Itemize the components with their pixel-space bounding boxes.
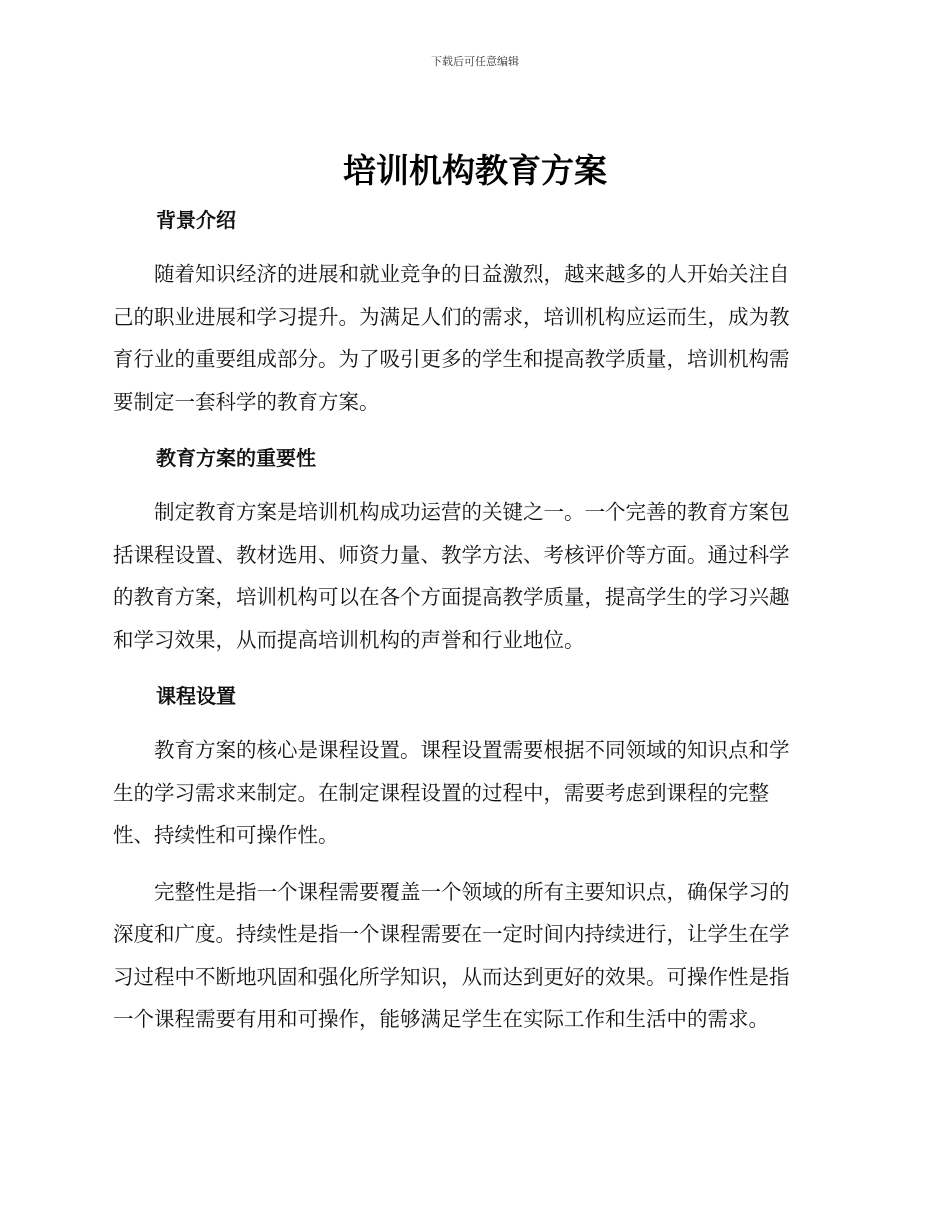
text-line: 制定教育方案是培训机构成功运营的关键之一。一个完善的教育方案包: [113, 500, 790, 524]
text-line: 一个课程需要有用和可操作，能够满足学生在实际工作和生活中的需求。: [113, 1007, 769, 1031]
text-line: 习过程中不断地巩固和强化所学知识，从而达到更好的效果。可操作性是指: [113, 964, 790, 989]
text-line: 随着知识经济的进展和就业竞争的日益激烈，越来越多的人开始关注自: [113, 262, 790, 286]
paragraph-curriculum-detail: [113, 871, 833, 1041]
text-line: 性、持续性和可操作性。: [113, 823, 339, 847]
document-body: [113, 199, 833, 1041]
text-line: 育行业的重要组成部分。为了吸引更多的学生和提高教学质量，培训机构需: [113, 347, 790, 371]
text-line: 的教育方案，培训机构可以在各个方面提高教学质量，提高学生的学习兴趣: [113, 585, 790, 609]
page-header-note: 下载后可任意编辑: [431, 55, 519, 68]
text-line: 完整性是指一个课程需要覆盖一个领域的所有主要知识点，确保学习的: [113, 879, 790, 904]
text-line: 括课程设置、教材选用、师资力量、教学方法、考核评价等方面。通过科学: [113, 542, 790, 567]
paragraph-curriculum-core: [113, 729, 833, 857]
text-line: 教育方案的核心是课程设置。课程设置需要根据不同领域的知识点和学: [113, 738, 790, 762]
section-heading-background: 背景介绍: [156, 208, 236, 232]
text-line: 己的职业进展和学习提升。为满足人们的需求，培训机构应运而生，成为教: [113, 304, 790, 329]
section-heading-importance: 教育方案的重要性: [156, 446, 316, 470]
text-line: 深度和广度。持续性是指一个课程需要在一定时间内持续进行，让学生在学: [113, 922, 790, 946]
document-title: 培训机构教育方案: [343, 151, 607, 190]
text-line: 和学习效果，从而提高培训机构的声誉和行业地位。: [113, 627, 585, 652]
text-line: 生的学习需求来制定。在制定课程设置的过程中，需要考虑到课程的完整: [113, 780, 769, 805]
paragraph-background: [113, 253, 833, 423]
paragraph-importance: [113, 491, 833, 661]
section-heading-curriculum: 课程设置: [156, 684, 236, 708]
text-line: 要制定一套科学的教育方案。: [113, 389, 380, 414]
